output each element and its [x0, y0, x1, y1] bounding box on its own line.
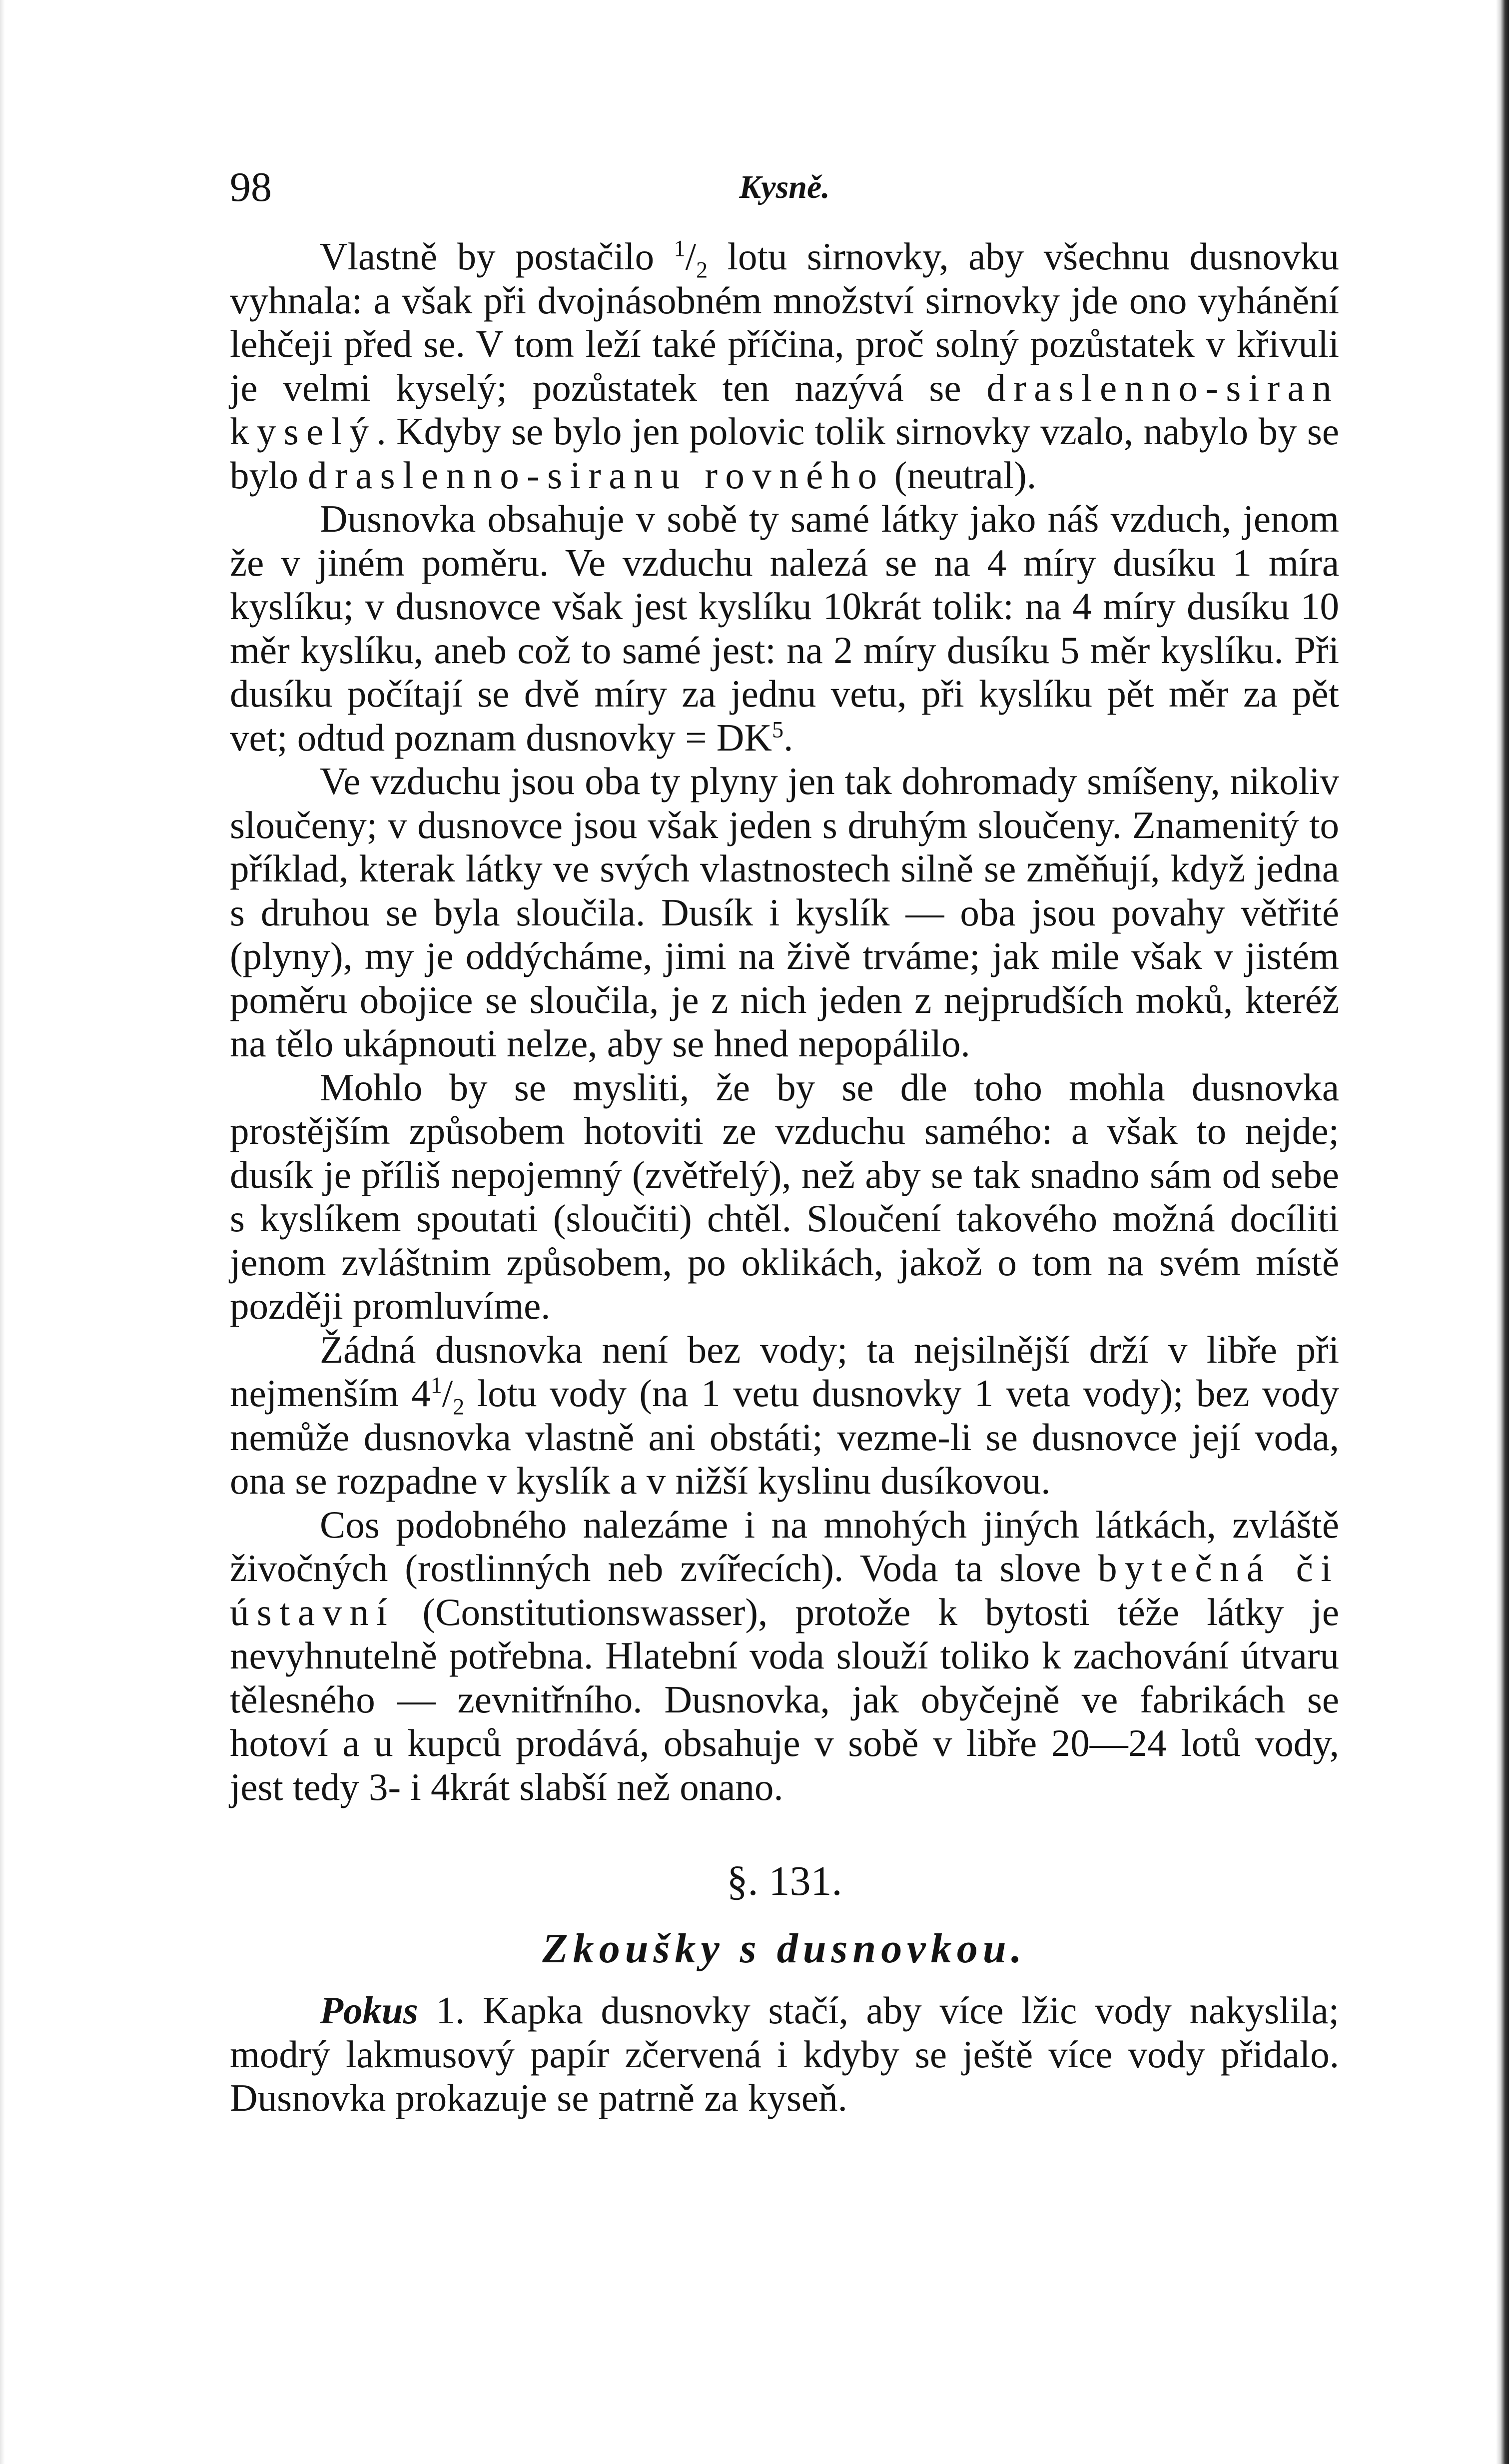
paragraph-5: Žádná dusnovka není bez vody; ta nejsilnější drží v libře při nejmenším $4^1/_2$ lotu vody (na 1 vetu dusnovky 1 veta vody); bez vody nemůže dusnovka vlastně ani obstáti; vezme-li se dusnovce její voda, ona se rozpadne v kyslík a v nižší kyslinu dusíkovou. [230, 1328, 1340, 1502]
paragraph-4: Mohlo by se mysliti, že by se dle toho mohla dusnovka prostějším způsobem hotoviti ze vzduchu samého: a však to nejde; dusík je příliš nepojemný (zvětřelý), než aby se tak snadno sám od sebe s kyslíkem spoutati (sloučiti) chtěl. Sloučení takového možná docíliti jenom zvláštnim způsobem, po oklikách, jakož o tom na svém místě později promluvíme. [230, 1065, 1339, 1327]
experiment-number: 1. [418, 1989, 465, 2032]
section-title: Zkoušky s dusnovkou. [542, 1925, 1027, 1972]
page-body [230, 235, 1339, 2120]
fraction-denominator: 2 [453, 1394, 465, 1420]
experiment-label: Pokus [320, 1989, 418, 2032]
paragraph-2: Dusnovka obsahuje v sobě ty samé látky jako náš vzduch, jenom že v jiném poměru. Ve vzduchu nalezá se na 4 míry dusíku 1 míra kyslíku; v dusnovce však jest kyslíku 10krát tolik: na 4 míry dusíku 10 měr kyslíku, aneb což to samé jest: na 2 míry dusíku 5 měr kyslíku. Při dusíku počítají se dvě míry za jednu vetu, při kyslíku pět měr za pět vet; odtud poznam dusnovky = $DK^5$. [230, 497, 1339, 759]
paragraph-1: Vlastně by postačilo $^1/_2$ lotu sirnovky, aby všechnu dusnovku vyhnala: a však při dvojnásobném množství sirnovky jde ono vyhánění lehčeji před se. V tom leží také příčina, proč solný pozůstatek v křivuli je velmi kyselý; pozůstatek ten nazývá se draslenno-siran kyselý. Kdyby se bylo jen polovic tolik sirnovky vzalo, nabylo by se bylo draslenno-siranu rovného (neutral). [230, 235, 1339, 497]
section-number: §. 131. [727, 1858, 842, 1904]
fraction-denominator: 2 [696, 257, 708, 283]
paragraph-3: Ve vzduchu jsou oba ty plyny jen tak dohromady smíšeny, nikoliv sloučeny; v dusnovce jsou však jeden s druhým sloučeny. Znamenitý to příklad, kterak látky ve svých vlastnostech silně se změňují, když jedna s druhou se byla sloučila. Dusík i kyslík — oba jsou povahy větřité (plyny), my je oddýcháme, jimi na živě trváme; jak mile však v jistém poměru obojice se sloučila, je z nich jeden z nejprudších moků, kteréž na tělo ukápnouti nelze, aby se hned nepopálilo. [230, 760, 1339, 1065]
page-edge-left [0, 0, 5, 2464]
running-head: Kysně. [739, 169, 830, 205]
emphasis-spaced: bytečná či ústavní [230, 1547, 1340, 1634]
emphasis-spaced: draslenno-siran kyselý [230, 366, 1339, 453]
paragraph-6: Cos podobného nalezáme i na mnohých jiných látkách, zvláště živočných (rostlinných neb zvířecích). Voda ta slove bytečná či ústavní (Constitutionswasser), protože k bytosti téže látky je nevyhnutelně potřebna. Hlatební voda slouží toliko k zachování útvaru tělesného — zevnitřního. Dusnovka, jak obyčejně ve fabrikách se hotoví a u kupců prodává, obsahuje v sobě v libře 20—24 lotů vody, jest tedy 3- i 4krát slabší než onano. [230, 1503, 1340, 1808]
experiment-paragraph: Pokus 1. Kapka dusnovky stačí, aby více lžic vody nakyslila; modrý lakmusový papír zčervená i kdyby se ještě více vody přidalo. Dusnovka prokazuje se patrně za kyseň. [230, 1989, 1340, 2119]
fraction-numerator: 1 [674, 235, 686, 261]
page-edge-right [1496, 0, 1509, 2464]
page-number: 98 [230, 164, 272, 210]
page-header [230, 160, 1339, 215]
emphasis-spaced: draslenno-siranu rovného [308, 453, 885, 497]
superscript: 5 [771, 716, 784, 742]
fraction-numerator: 1 [430, 1372, 442, 1398]
